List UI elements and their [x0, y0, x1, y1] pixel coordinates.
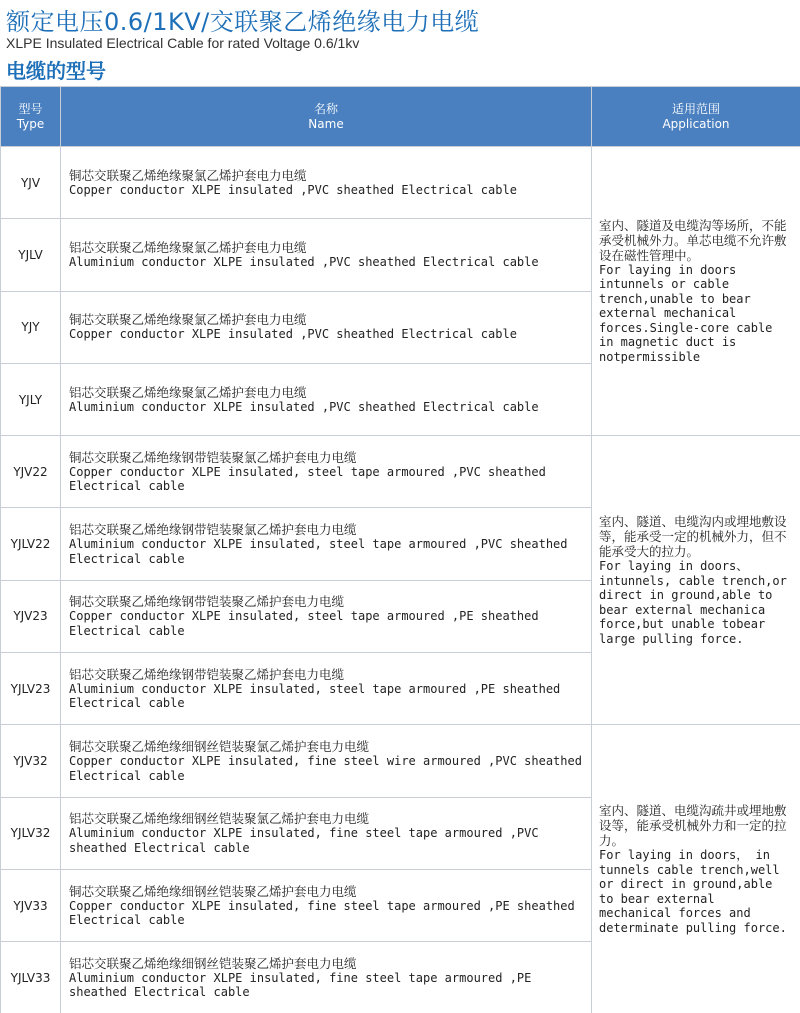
cable-name-zh: 铜芯交联聚乙烯绝缘细钢丝铠装聚乙烯护套电力电缆 [69, 883, 357, 899]
column-header-name [61, 87, 592, 147]
cable-type-code: YJLV33 [1, 942, 61, 1013]
cable-type-code: YJV22 [1, 436, 61, 508]
cable-name-zh: 铝芯交联聚乙烯绝缘钢带铠装聚乙烯护套电力电缆 [69, 666, 345, 682]
cable-type-code: YJV23 [1, 580, 61, 652]
cable-name-zh: 铝芯交联聚乙烯绝缘聚氯乙烯护套电力电缆 [69, 240, 307, 256]
application-en: For laying in doors、intunnels, cable trench,or direct in ground,able to bear external mechanica force,but unable tobear large pulling force. [599, 559, 787, 646]
application-cell [592, 436, 800, 725]
cable-name-zh: 铜芯交联聚乙烯绝缘聚氯乙烯护套电力电缆 [69, 167, 307, 183]
application-cell [592, 725, 800, 1013]
cable-name-zh: 铜芯交联聚乙烯绝缘细钢丝铠装聚氯乙烯护套电力电缆 [69, 739, 370, 755]
cable-name [61, 725, 592, 797]
column-header-type-en: Type [16, 116, 45, 131]
column-header-name-zh: 名称 [313, 101, 338, 116]
cable-type-code: YJV [1, 147, 61, 219]
column-header-application-en: Application [662, 116, 730, 131]
cable-name [61, 363, 592, 435]
cable-name [61, 291, 592, 363]
cable-type-code: YJLV [1, 219, 61, 291]
cable-name-en: Aluminium conductor XLPE insulated, steel tape armoured ,PVC sheathed Electrical cable [69, 537, 568, 566]
cable-type-code: YJLY [1, 363, 61, 435]
cable-name [61, 219, 592, 291]
table-row [1, 147, 800, 219]
column-header-name-en: Name [308, 116, 344, 131]
cable-name [61, 508, 592, 580]
cable-type-code: YJLV22 [1, 508, 61, 580]
column-header-type-zh: 型号 [18, 101, 43, 116]
section-heading: 电缆的型号 [6, 59, 106, 83]
table-row [1, 725, 800, 797]
cable-name-zh: 铝芯交联聚乙烯绝缘细钢丝铠装聚乙烯护套电力电缆 [69, 955, 357, 971]
cable-type-code: YJLV23 [1, 653, 61, 725]
page-title: 额定电压0.6/1KV/交联聚乙烯绝缘电力电缆 [6, 8, 480, 36]
application-zh: 室内、隧道、电缆沟内或埋地敷设等，能承受一定的机械外力，但不能承受大的拉力。 [599, 514, 787, 560]
cable-name [61, 653, 592, 725]
cable-name-zh: 铝芯交联聚乙烯绝缘钢带铠装聚氯乙烯护套电力电缆 [69, 522, 357, 538]
cable-name-en: Aluminium conductor XLPE insulated, fine steel tape armoured ,PE sheathed Electrical cable [69, 970, 532, 1000]
cable-name-en: Aluminium conductor XLPE insulated, steel tape armoured ,PE sheathed Electrical cable [69, 681, 561, 711]
cable-name-en: Aluminium conductor XLPE insulated ,PVC sheathed Electrical cable [69, 255, 539, 270]
table-header-row [1, 87, 800, 147]
application-cell [592, 147, 800, 436]
cable-name [61, 942, 592, 1013]
cable-name-zh: 铝芯交联聚乙烯绝缘聚氯乙烯护套电力电缆 [69, 384, 307, 400]
cable-name [61, 147, 592, 219]
cable-type-code: YJLV32 [1, 797, 61, 869]
cable-name-en: Copper conductor XLPE insulated, steel tape armoured ,PVC sheathed Electrical cable [69, 464, 546, 494]
column-header-application [592, 87, 800, 147]
cable-name-zh: 铜芯交联聚乙烯绝缘钢带铠装聚氯乙烯护套电力电缆 [69, 449, 357, 465]
cable-type-code: YJV32 [1, 725, 61, 797]
cable-name-zh: 铜芯交联聚乙烯绝缘聚氯乙烯护套电力电缆 [69, 312, 307, 328]
cable-name [61, 869, 592, 941]
cable-name [61, 797, 592, 869]
column-header-application-zh: 适用范围 [671, 101, 720, 116]
cable-name-zh: 铝芯交联聚乙烯绝缘细钢丝铠装聚氯乙烯护套电力电缆 [69, 811, 370, 827]
cable-name-en: Copper conductor XLPE insulated, fine steel tape armoured ,PE sheathed Electrical cable [69, 898, 575, 928]
column-header-type [1, 87, 61, 147]
cable-name [61, 580, 592, 652]
cable-name-en: Copper conductor XLPE insulated, steel tape armoured ,PE sheathed Electrical cable [69, 609, 539, 638]
cable-type-code: YJY [1, 291, 61, 363]
application-zh: 室内、隧道、电缆沟疏井或埋地敷设等，能承受机械外力和一定的拉力。 [599, 803, 787, 849]
cable-name-en: Aluminium conductor XLPE insulated, fine steel tape armoured ,PVC sheathed Electrical cable [69, 826, 539, 855]
cable-name-zh: 铜芯交联聚乙烯绝缘钢带铠装聚乙烯护套电力电缆 [69, 594, 345, 610]
cable-type-code: YJV33 [1, 869, 61, 941]
table-row [1, 436, 800, 508]
page-title-english: XLPE Insulated Electrical Cable for rated Voltage 0.6/1kv [6, 35, 360, 51]
cable-name-en: Aluminium conductor XLPE insulated ,PVC sheathed Electrical cable [69, 399, 539, 414]
application-en: For laying in doors， in tunnels cable trench,well or direct in ground,able to bear external mechanical forces and determinate pulling force. [599, 848, 787, 935]
cable-name [61, 436, 592, 508]
cable-name-en: Copper conductor XLPE insulated, fine steel wire armoured ,PVC sheathed Electrical cable [69, 754, 582, 783]
application-en: For laying in doors intunnels or cable trench,unable to bear external mechanical forces.Single-core cable in magnetic duct is notpermissible [599, 262, 773, 364]
application-zh: 室内、隧道及电缆沟等场所，不能承受机械外力。单芯电缆不允许敷设在磁性管理中。 [599, 217, 787, 263]
cable-name-en: Copper conductor XLPE insulated ,PVC sheathed Electrical cable [69, 327, 517, 342]
cable-name-en: Copper conductor XLPE insulated ,PVC sheathed Electrical cable [69, 182, 517, 197]
cable-type-table [0, 86, 800, 1013]
